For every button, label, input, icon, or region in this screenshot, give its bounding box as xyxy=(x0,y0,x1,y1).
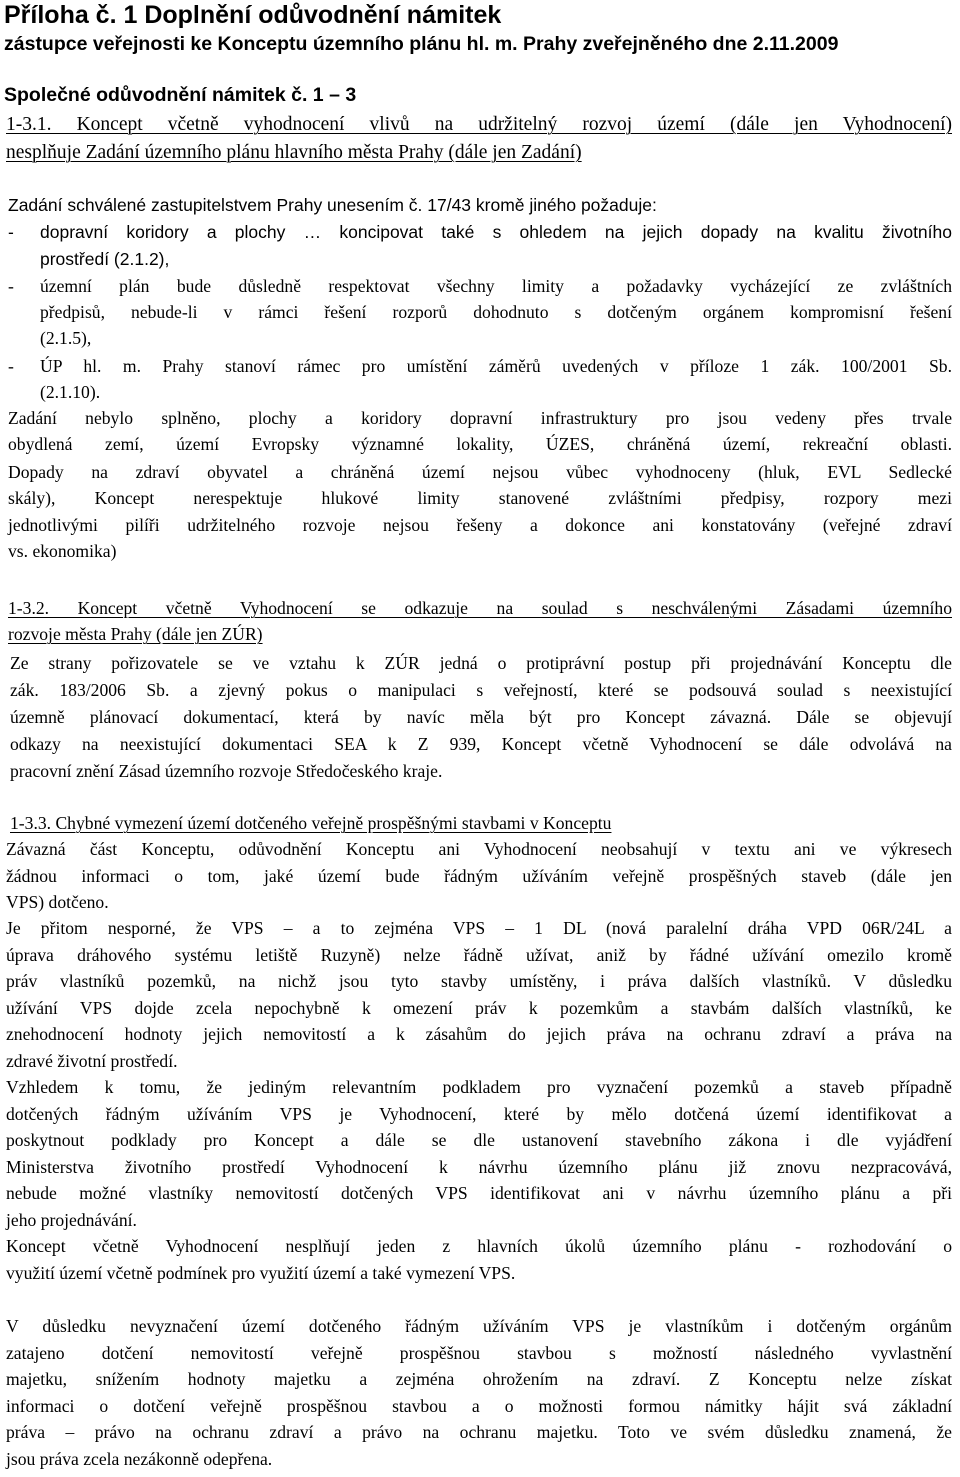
paragraph-line: práv vlastníků pozemků, na nichž jsou tyto stavby umístěny, i práva dalších vlastníků. V důsledku xyxy=(6,971,952,991)
paragraph-line: nebude možné vlastníky nemovitostí dotčených VPS identifikovat ani v návrhu územního plánu a při xyxy=(6,1183,952,1203)
paragraph-line: jeho projednávání. xyxy=(6,1210,137,1230)
list-item-line: prostředí (2.1.2), xyxy=(40,249,170,269)
paragraph-line: odkazy na neexistující dokumentaci SEA k Z 939, Koncept včetně Vyhodnocení se dále odvolává na xyxy=(10,734,952,754)
paragraph-line: vs. ekonomika) xyxy=(8,541,117,561)
paragraph-line: informaci o dotčení veřejně prospěšnou stavbou a o možnosti formou námitky hájit svá základní xyxy=(6,1396,952,1416)
paragraph-line: územně plánovací dokumentací, která by navíc měla být pro Koncept závazná. Dále se objevují xyxy=(10,707,952,727)
point-1-3-3-heading: 1-3.3. Chybné vymezení území dotčeného veřejně prospěšnými stavbami v Konceptu xyxy=(10,813,612,833)
paragraph-line: dotčených řádným užíváním VPS je Vyhodnocení, které by mělo dotčená území identifikovat a xyxy=(6,1104,952,1124)
paragraph-line: zák. 183/2006 Sb. a zjevný pokus o manipulaci s veřejností, které se podsouvá soulad s neexistující xyxy=(10,680,952,700)
paragraph-line: zatajeno dotčení nemovitostí veřejně prospěšnou stavbou s možností následného vyvlastnění xyxy=(6,1343,952,1363)
paragraph-line: majetku, snížením hodnoty majetku a zejména ohrožením na zdraví. Z Konceptu nelze získat xyxy=(6,1369,952,1389)
point-1-3-2-heading-line: rozvoje města Prahy (dále jen ZÚR) xyxy=(8,624,263,644)
paragraph-line: pracovní znění Zásad územního rozvoje Středočeského kraje. xyxy=(10,761,443,781)
zadani-intro: Zadání schválené zastupitelstvem Prahy unesením č. 17/43 kromě jiného požaduje: xyxy=(8,195,657,215)
paragraph-line: práva – právo na ochranu zdraví a právo na ochranu majetku. Toto ve svém důsledku znamená, že xyxy=(6,1422,952,1442)
paragraph-line: úprava dráhového systému letiště Ruzyně) nelze řádně užívat, aniž by řádné užívání omezilo kromě xyxy=(6,945,952,965)
point-1-3-1-heading-line: 1-3.1. Koncept včetně vyhodnocení vlivů na udržitelný rozvoj území (dále jen Vyhodnocení) xyxy=(6,114,952,135)
paragraph-line: Koncept včetně Vyhodnocení nesplňují jeden z hlavních úkolů územního plánu - rozhodování o xyxy=(6,1236,952,1256)
list-item-line: územní plán bude důsledně respektovat všechny limity a požadavky vycházející ze zvláštních xyxy=(40,276,952,296)
list-item-line: předpisů, nebude-li v rámci řešení rozporů dohodnuto s dotčeným orgánem kompromisní řešení xyxy=(40,302,952,322)
paragraph-line: jsou práva zcela nezákonně odepřena. xyxy=(6,1449,273,1469)
list-item-line: (2.1.5), xyxy=(40,328,92,348)
paragraph-line: Ministerstva životního prostředí Vyhodnocení k návrhu územního plánu již znovu nezpracovává, xyxy=(6,1157,952,1177)
paragraph-line: Vzhledem k tomu, že jediným relevantním podkladem pro vyznačení pozemků a staveb případně xyxy=(6,1077,952,1097)
paragraph-line: obydlená zemí, území Evropsky významné lokality, ÚZES, chráněná území, rekreační oblasti. xyxy=(8,434,952,454)
list-dash: - xyxy=(8,356,14,376)
paragraph-line: znehodnocení hodnoty jejich nemovitostí a k zásahům do jejich práva na ochranu zdraví a práva na xyxy=(6,1024,952,1044)
paragraph-line: využití území včetně podmínek pro využití území a také vymezení VPS. xyxy=(6,1263,516,1283)
list-item-line: ÚP hl. m. Prahy stanoví rámec pro umístění záměrů uvedených v příloze 1 zák. 100/2001 Sb. xyxy=(40,356,952,376)
list-dash: - xyxy=(8,222,14,242)
section-heading: Společné odůvodnění námitek č. 1 – 3 xyxy=(4,84,357,106)
point-1-3-2-heading-line: 1-3.2. Koncept včetně Vyhodnocení se odkazuje na soulad s neschválenými Zásadami územního xyxy=(8,598,952,618)
point-1-3-1-heading-line: nesplňuje Zadání územního plánu hlavního města Prahy (dále jen Zadání) xyxy=(6,142,582,163)
list-item-line: (2.1.10). xyxy=(40,382,101,402)
paragraph-line: skály), Koncept nerespektuje hlukové limity stanovené zvláštními předpisy, rozpory mezi xyxy=(8,488,952,508)
paragraph-line: poskytnout podklady pro Koncept a dále se dle ustanovení stavebního zákona i dle vyjádření xyxy=(6,1130,952,1150)
paragraph-line: jednotlivými pilíři udržitelného rozvoje nejsou řešeny a dokonce ani konstatovány (veřejné zdraví xyxy=(8,515,952,535)
paragraph-line: užívání VPS dojde zcela nepochybně k omezení práv k pozemkům a stavbám dalších vlastníků, ke xyxy=(6,998,952,1018)
paragraph-line: Dopady na zdraví obyvatel a chráněná území nejsou vůbec vyhodnoceny (hluk, EVL Sedlecké xyxy=(8,462,952,482)
paragraph-line: VPS) dotčeno. xyxy=(6,892,109,912)
paragraph-line: Je přitom nesporné, že VPS – a to zejména VPS – 1 DL (nová paralelní dráha VPD 06R/24L a xyxy=(6,918,952,938)
paragraph-line: žádnou informaci o tom, jaké území bude řádným užíváním veřejně prospěšných staveb (dále jen xyxy=(6,866,952,886)
paragraph-line: zdravé životní prostředí. xyxy=(6,1051,178,1071)
paragraph-line: V důsledku nevyznačení území dotčeného řádným užíváním VPS je vlastníkům i dotčeným orgánům xyxy=(6,1316,952,1336)
list-dash: - xyxy=(8,276,14,296)
paragraph-line: Zadání nebylo splněno, plochy a koridory dopravní infrastruktury pro jsou vedeny přes trvale xyxy=(8,408,952,428)
page-subtitle: zástupce veřejnosti ke Konceptu územního plánu hl. m. Prahy zveřejněného dne 2.11.2009 xyxy=(4,33,839,55)
page-title: Příloha č. 1 Doplnění odůvodnění námitek xyxy=(4,1,502,29)
paragraph-line: Závazná část Konceptu, odůvodnění Konceptu ani Vyhodnocení neobsahují v textu ani ve výkresech xyxy=(6,839,952,859)
paragraph-line: Ze strany pořizovatele se ve vztahu k ZÚR jedná o protiprávní postup při projednávání Konceptu dle xyxy=(10,653,952,673)
list-item-line: dopravní koridory a plochy … koncipovat také s ohledem na jejich dopady na kvalitu životního xyxy=(40,222,952,242)
